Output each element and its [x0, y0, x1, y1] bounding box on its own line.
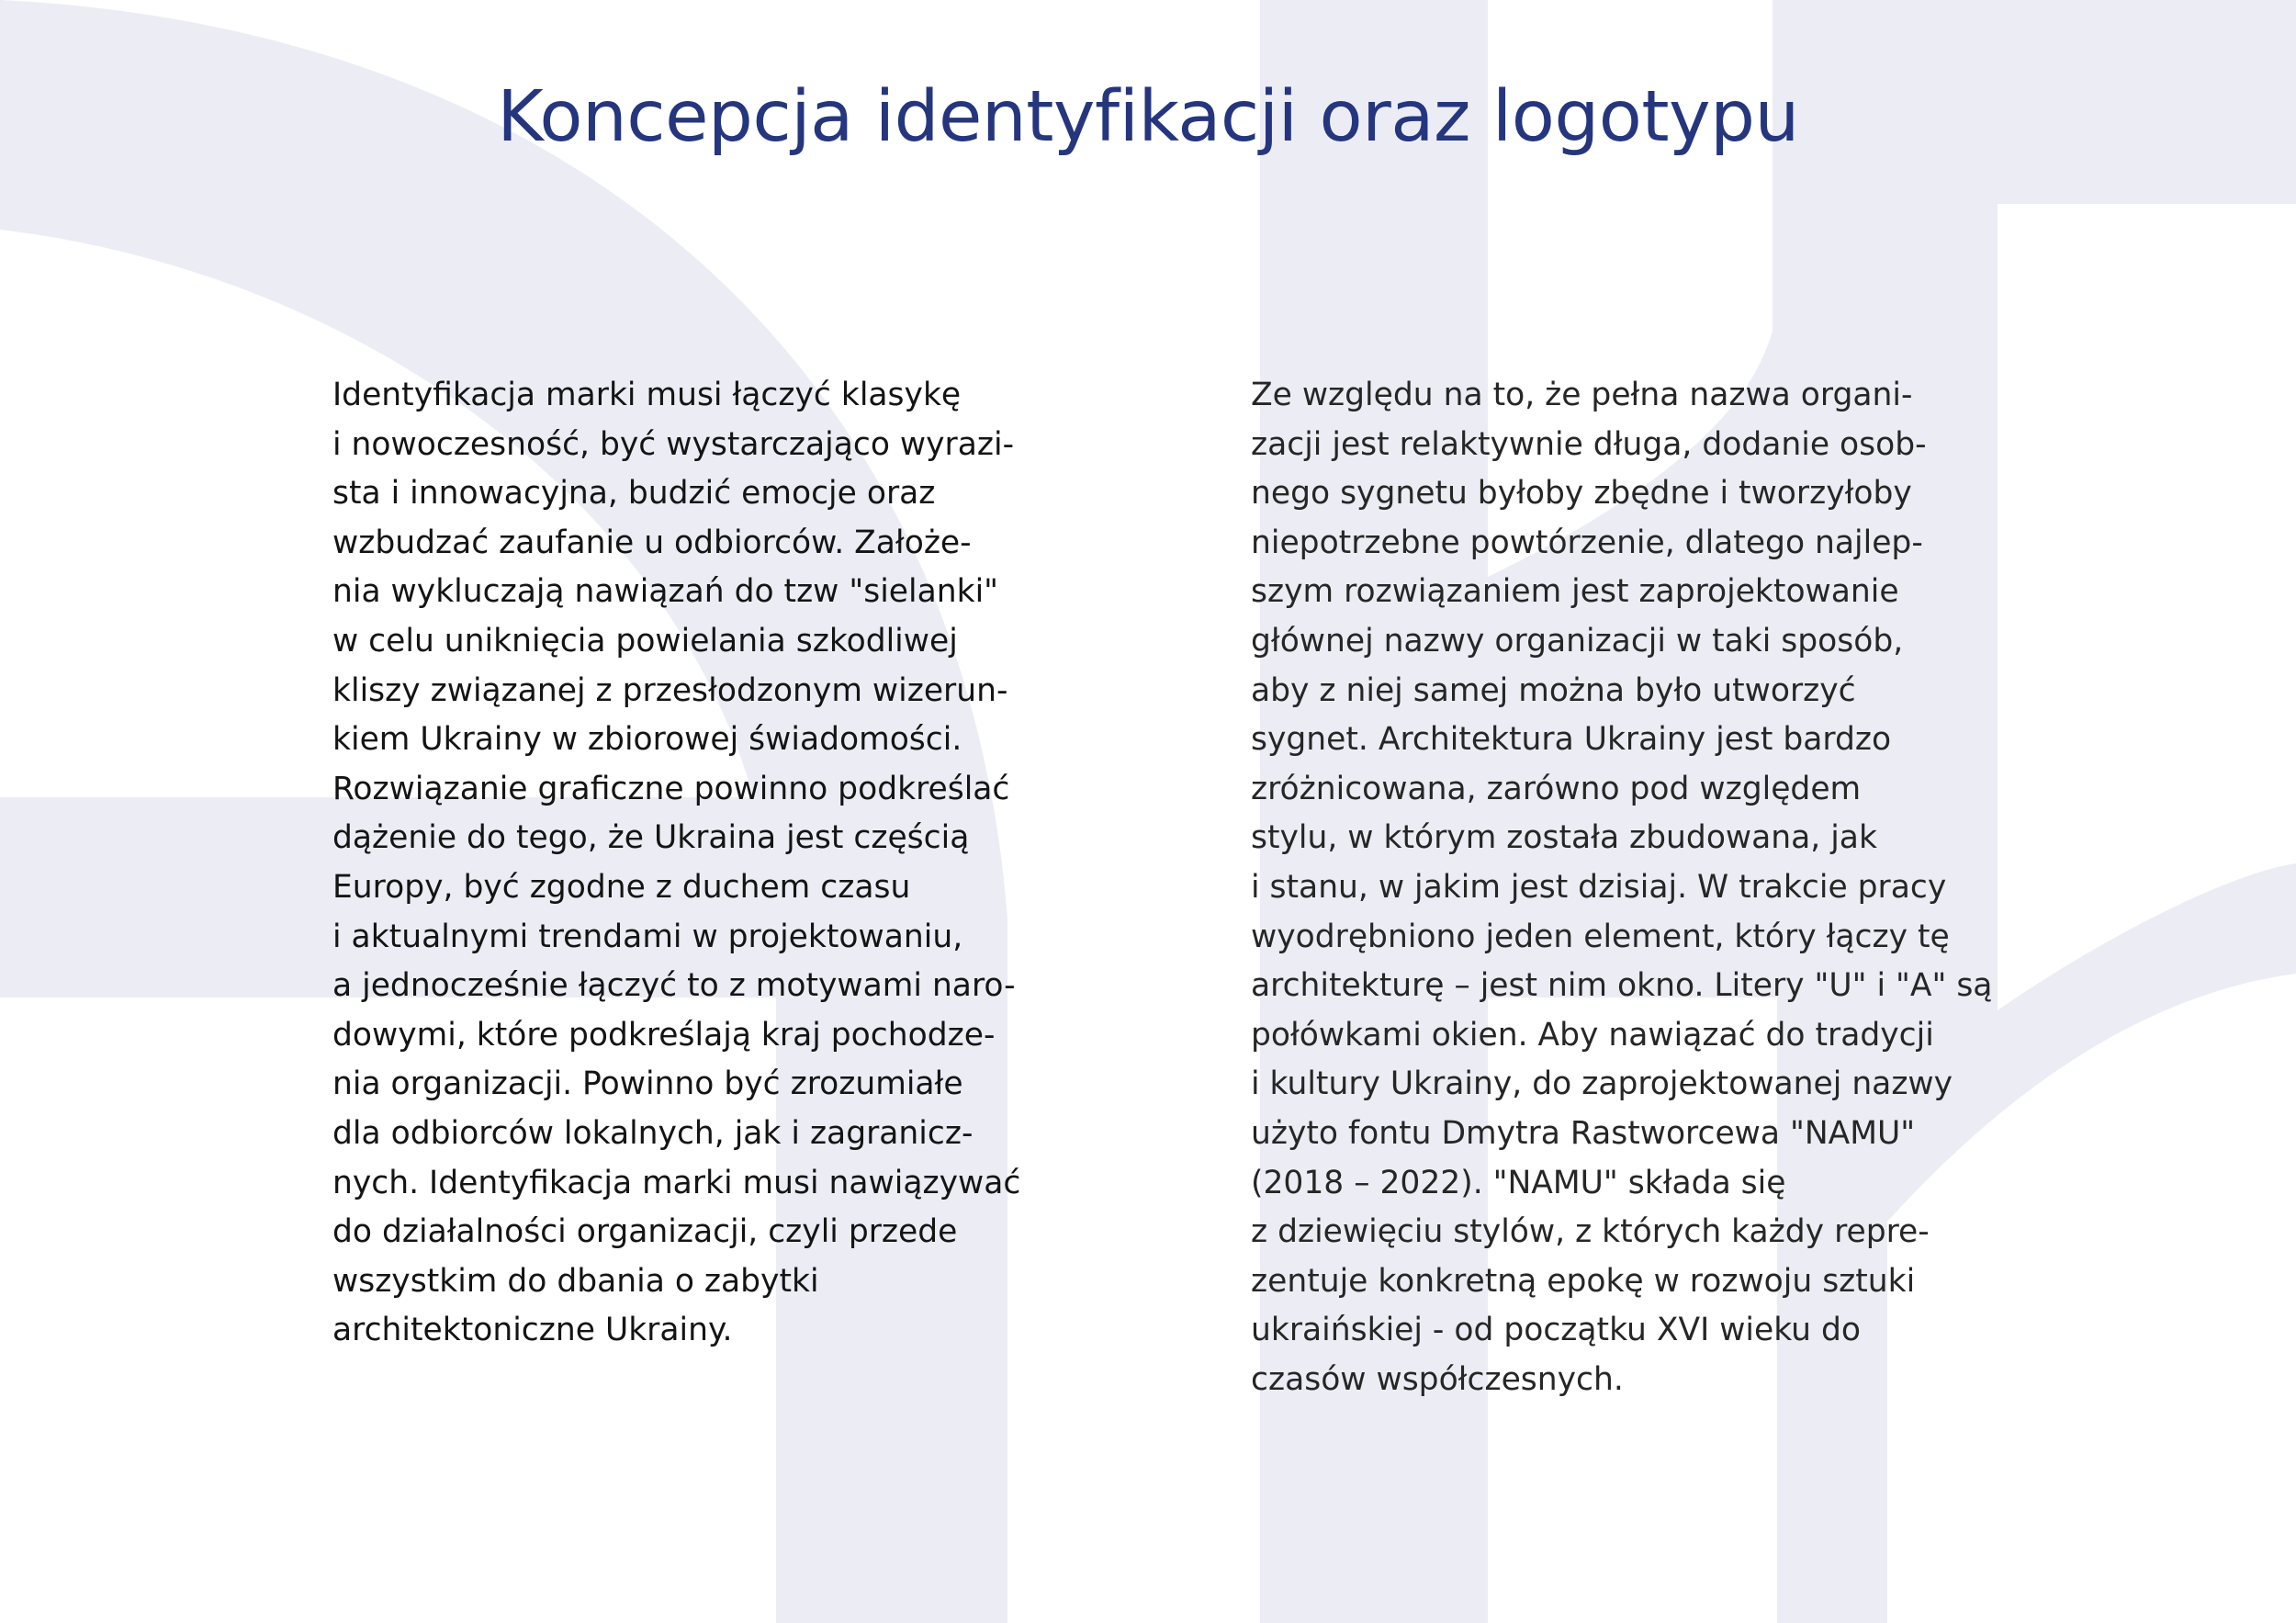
text-line: ukraińskiej - od początku XVI wieku do	[1251, 1312, 1861, 1349]
text-line: sta i innowacyjna, budzić emocje oraz	[332, 475, 936, 513]
text-line: aby z niej samej można było utworzyć	[1251, 671, 1856, 709]
text-line: kiem Ukrainy w zbiorowej świadomości.	[332, 721, 962, 759]
page-title: Koncepcja identyfikacji oraz logotypu	[497, 76, 1799, 158]
text-line: i aktualnymi trendami w projektowaniu,	[332, 918, 963, 955]
text-line: stylu, w którym została zbudowana, jak	[1251, 819, 1877, 857]
text-line: Identyfikacja marki musi łączyć klasykę	[332, 377, 962, 413]
text-line: połówkami okien. Aby nawiązać do tradycji	[1251, 1016, 1934, 1054]
text-line: a jednocześnie łączyć to z motywami naro-	[332, 967, 1016, 1005]
text-line: niepotrzebne powtórzenie, dlatego najlep-	[1251, 524, 1923, 561]
text-line: architektoniczne Ukrainy.	[332, 1312, 733, 1349]
text-line: w celu uniknięcia powielania szkodliwej	[332, 622, 958, 659]
text-line: z dziewięciu stylów, z których każdy repre-	[1251, 1213, 1930, 1251]
text-line: zentuje konkretną epokę w rozwoju sztuki	[1251, 1262, 1916, 1300]
text-line: nia wykluczają nawiązań do tzw "sielanki"	[332, 573, 999, 611]
text-line: Rozwiązanie graficzne powinno podkreślać	[332, 770, 1010, 807]
text-line: zróżnicowana, zarówno pod względem	[1251, 770, 1862, 807]
text-line: głównej nazwy organizacji w taki sposób,	[1251, 622, 1904, 659]
text-line: użyto fontu Dmytra Rastworcewa "NAMU"	[1251, 1114, 1916, 1152]
text-line: dla odbiorców lokalnych, jak i zagranicz-	[332, 1114, 974, 1152]
text-line: i stanu, w jakim jest dzisiaj. W trakcie pracy	[1251, 868, 1947, 906]
right-column-text	[1251, 371, 1992, 1404]
text-line: do działalności organizacji, czyli przede	[332, 1213, 958, 1251]
text-line: nia organizacji. Powinno być zrozumiałe	[332, 1065, 963, 1103]
text-line: architekturę – jest nim okno. Litery "U" i "A" są	[1251, 967, 1993, 1005]
text-line: i kultury Ukrainy, do zaprojektowanej nazwy	[1251, 1065, 1953, 1103]
text-line: nego sygnetu byłoby zbędne i tworzyłoby	[1251, 475, 1912, 513]
text-line: nych. Identyfikacja marki musi nawiązywać	[332, 1164, 1021, 1201]
text-line: sygnet. Architektura Ukrainy jest bardzo	[1251, 721, 1892, 759]
text-line: wzbudzać zaufanie u odbiorców. Założe-	[332, 524, 972, 561]
text-line: wszystkim do dbania o zabytki	[332, 1262, 819, 1300]
text-line: Europy, być zgodne z duchem czasu	[332, 868, 911, 906]
text-line: dowymi, które podkreślają kraj pochodze-	[332, 1016, 996, 1054]
text-line: kliszy związanej z przesłodzonym wizerun-	[332, 671, 1008, 709]
text-line: i nowoczesność, być wystarczająco wyrazi-	[332, 425, 1015, 463]
text-line: wyodrębniono jeden element, który łączy tę	[1251, 918, 1950, 955]
left-column-text	[332, 371, 1020, 1356]
text-line: szym rozwiązaniem jest zaprojektowanie	[1251, 573, 1899, 611]
text-line: czasów współczesnych.	[1251, 1360, 1624, 1398]
text-line: zacji jest relaktywnie długa, dodanie osob-	[1251, 425, 1927, 463]
text-line: Ze względu na to, że pełna nazwa organi-	[1251, 377, 1913, 413]
text-line: dążenie do tego, że Ukraina jest częścią	[332, 819, 970, 857]
text-line: (2018 – 2022). "NAMU" składa się	[1251, 1164, 1786, 1201]
